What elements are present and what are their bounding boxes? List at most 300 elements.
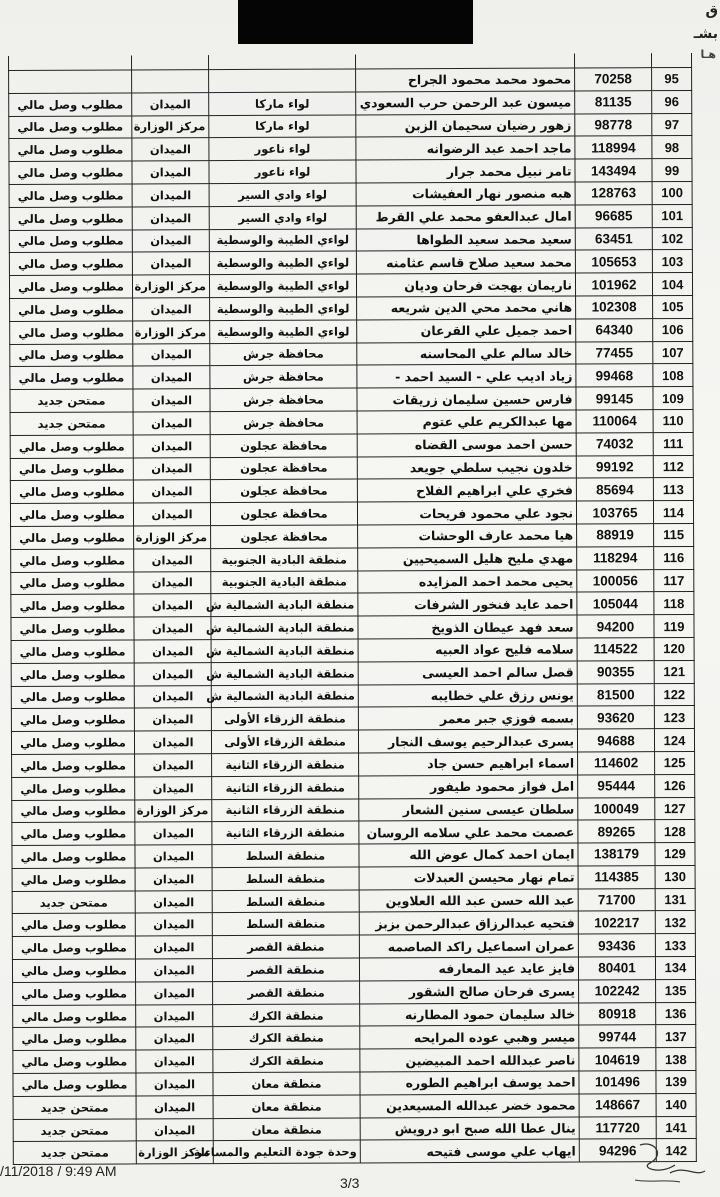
cell-loc: مركز الوزارة: [133, 320, 210, 343]
cell-loc: الميدان: [136, 1073, 213, 1096]
cell-status: مطلوب وصل مالي: [11, 685, 134, 708]
cell-loc: الميدان: [135, 936, 212, 959]
cell-status: مطلوب وصل مالي: [13, 1050, 136, 1073]
cell-id: 100049: [578, 797, 655, 820]
cell-status: مطلوب وصل مالي: [11, 526, 134, 549]
cell-no: 138: [656, 1048, 696, 1071]
table-row: [9, 250, 692, 276]
cell-id: 70258: [575, 68, 652, 91]
cell-status: مطلوب وصل مالي: [9, 138, 132, 161]
cell-loc: الميدان: [136, 1050, 213, 1073]
table-row: [10, 295, 693, 321]
cell-dir: منطقة البادية الشمالية ش: [211, 593, 358, 616]
cell-id: 88919: [577, 524, 654, 547]
cell-dir: لواءي الطيبة والوسطية: [210, 320, 357, 343]
cell-dir: منطقة معان: [213, 1095, 360, 1118]
cell-name: قصل سالم احمد العيسى: [358, 661, 577, 685]
cell-name: خلدون نجيب سلطي جويعد: [357, 456, 576, 480]
cell-id: 102217: [578, 911, 655, 934]
cell-dir: منطقة السلط: [212, 844, 359, 867]
cell-dir: لواء ناعور: [209, 137, 356, 160]
cell-name: ايمان احمد كمال عوض الله: [359, 843, 578, 867]
cell-name: زياد اديب علي - السيد احمد -: [357, 364, 576, 388]
cell-dir: منطقة القصر: [212, 958, 359, 981]
cell-status: مطلوب وصل مالي: [12, 959, 135, 982]
table-row: [10, 409, 693, 435]
cell-id: 101962: [575, 273, 652, 296]
cell-dir: منطقة الكرك: [213, 1049, 360, 1072]
top-fragment: بشـ: [693, 26, 718, 42]
table-row: [12, 957, 695, 983]
cell-status: مطلوب وصل مالي: [9, 93, 132, 116]
cell-loc: الميدان: [134, 548, 211, 571]
table-row: [13, 1071, 696, 1097]
cell-no: 106: [653, 318, 693, 341]
cell-status: ممتحن جديد: [12, 891, 135, 914]
cell-status: مطلوب وصل مالي: [11, 594, 134, 617]
cell-name: ميسون عبد الرحمن حرب السعودي: [356, 91, 575, 115]
cell-status: مطلوب وصل مالي: [13, 982, 136, 1005]
cell-loc: الميدان: [134, 594, 211, 617]
cell-status: مطلوب وصل مالي: [13, 1005, 136, 1028]
page-number: 3/3: [340, 1175, 360, 1191]
table-row: [12, 751, 695, 777]
cell-status: ممتحن جديد: [13, 1119, 136, 1142]
cell-name: هاني محمد محي الدين شريعه: [357, 296, 576, 320]
cell-id: 100056: [577, 569, 654, 592]
cell-status: مطلوب وصل مالي: [10, 435, 133, 458]
cell-name: تمام نهار محيسن العبدلات: [359, 866, 578, 890]
cell-no: 99: [652, 159, 692, 182]
cell-no: 135: [656, 979, 696, 1002]
cell-id: 118994: [575, 136, 652, 159]
cell-id: 85694: [576, 478, 653, 501]
cell-name: ينال عطا الله صبح ابو درويش: [360, 1117, 579, 1141]
cell-no: 140: [656, 1093, 696, 1116]
cell-id: 63451: [575, 227, 652, 250]
cell-status: مطلوب وصل مالي: [12, 868, 135, 891]
cell-status: مطلوب وصل مالي: [9, 252, 132, 275]
cell-name: فخري علي ابراهيم الفلاح: [357, 478, 576, 502]
cell-no: 119: [654, 615, 694, 638]
cell-dir: محافظة جرش: [210, 411, 357, 434]
cell-loc: الميدان: [133, 480, 210, 503]
cell-dir: منطقة القصر: [212, 935, 359, 958]
cell-loc: الميدان: [135, 776, 212, 799]
cell-no: 122: [654, 683, 694, 706]
cell-name: احمد عايد فنخور الشرفات: [358, 592, 577, 616]
cell-dir: لواءي الطيبة والوسطية: [210, 297, 357, 320]
cell-loc: الميدان: [136, 981, 213, 1004]
cell-status: مطلوب وصل مالي: [11, 663, 134, 686]
cell-name: عمران اسماعيل راكد الصاصمه: [359, 934, 578, 958]
table-row: [9, 273, 692, 299]
cell-status: مطلوب وصل مالي: [11, 731, 134, 754]
cell-loc: الميدان: [135, 822, 212, 845]
cell-dir: محافظة عجلون: [210, 502, 357, 525]
cell-status: مطلوب وصل مالي: [12, 754, 135, 777]
header-cell: [132, 55, 209, 70]
table-row: [10, 341, 693, 367]
cell-no: 124: [654, 729, 694, 752]
cell-no: 130: [655, 865, 695, 888]
cell-id: 81500: [577, 683, 654, 706]
cell-loc: الميدان: [134, 708, 211, 731]
cell-loc: الميدان: [132, 184, 209, 207]
table-row: [9, 159, 692, 185]
cell-id: 103765: [576, 501, 653, 524]
cell-status: مطلوب وصل مالي: [12, 936, 135, 959]
cell-status: ممتحن جديد: [13, 1096, 136, 1119]
table-row: [11, 546, 694, 572]
cell-status: مطلوب وصل مالي: [12, 799, 135, 822]
cell-name: اسماء ابراهيم حسن جاد: [359, 752, 578, 776]
table-row: [12, 774, 695, 800]
cell-dir: محافظة جرش: [210, 388, 357, 411]
table-row: [13, 1139, 696, 1165]
cell-name: يحيى محمد احمد المزايده: [358, 570, 577, 594]
table-row: [11, 592, 694, 618]
cell-no: 115: [654, 523, 694, 546]
cell-name: ناصر عبدالله احمد المبيضين: [360, 1048, 579, 1072]
cell-loc: الميدان: [133, 457, 210, 480]
cell-name: مها عبدالكريم علي عتوم: [357, 410, 576, 434]
cell-no: 102: [652, 227, 692, 250]
header-cell: [9, 55, 132, 70]
cell-loc: الميدان: [133, 412, 210, 435]
cell-id: 98778: [575, 113, 652, 136]
cell-name: يسرى فرحان صالح الشقور: [360, 980, 579, 1004]
cell-id: 99145: [576, 387, 653, 410]
cell-no: 100: [652, 181, 692, 204]
table-row: [10, 501, 693, 527]
cell-status: مطلوب وصل مالي: [9, 116, 132, 139]
handwritten-mark: [630, 1135, 710, 1185]
cell-loc: الميدان: [135, 845, 212, 868]
cell-loc: الميدان: [133, 343, 210, 366]
cell-dir: منطقة السلط: [212, 890, 359, 913]
table-row: [9, 181, 692, 207]
cell-name: ميسر وهبي عوده المرايحه: [360, 1025, 579, 1049]
cell-id: 105653: [575, 250, 652, 273]
table-row: [12, 843, 695, 869]
cell-id: 71700: [578, 888, 655, 911]
cell-no: 96: [652, 90, 692, 113]
cell-name: يونس رزق علي خطايبه: [358, 684, 577, 708]
table-row: [11, 706, 694, 732]
cell-id: 114602: [578, 752, 655, 775]
cell-status: ممتحن جديد: [13, 1141, 136, 1164]
cell-no: 131: [655, 888, 695, 911]
cell-no: 107: [653, 341, 693, 364]
cell-loc: [132, 70, 209, 93]
cell-id: 128763: [575, 182, 652, 205]
cell-status: ممتحن جديد: [10, 389, 133, 412]
cell-name: امل فواز محمود طيفور: [359, 775, 578, 799]
cell-status: مطلوب وصل مالي: [11, 571, 134, 594]
cell-dir: منطقة الكرك: [213, 1004, 360, 1027]
cell-dir: منطقة البادية الشمالية ش: [211, 639, 358, 662]
top-fragment: هـا: [700, 48, 716, 61]
table-row: [10, 432, 693, 458]
cell-dir: لواءي الطيبة والوسطية: [209, 229, 356, 252]
cell-id: 64340: [576, 318, 653, 341]
cell-name: سعيد محمد سعيد الطواها: [356, 228, 575, 252]
cell-no: 134: [655, 957, 695, 980]
cell-loc: الميدان: [133, 298, 210, 321]
cell-name: ايهاب علي موسى فتيحه: [360, 1139, 579, 1163]
cell-dir: منطقة الزرقاء الثانية: [212, 821, 359, 844]
cell-no: 123: [654, 706, 694, 729]
table-row: [13, 1048, 696, 1074]
cell-loc: الميدان: [132, 229, 209, 252]
cell-name: هبه منصور نهار العفيشات: [356, 182, 575, 206]
cell-no: 113: [653, 478, 693, 501]
cell-loc: الميدان: [133, 434, 210, 457]
table-row: [9, 113, 692, 139]
cell-name: محمود محمد محمود الجراح: [356, 68, 575, 92]
cell-loc: الميدان: [135, 867, 212, 890]
cell-status: مطلوب وصل مالي: [10, 366, 133, 389]
cell-name: سعد فهد عيطان الذويخ: [358, 615, 577, 639]
cell-no: 95: [652, 68, 692, 91]
cell-status: مطلوب وصل مالي: [9, 230, 132, 253]
cell-dir: منطقة البادية الجنوبية: [211, 570, 358, 593]
cell-dir: منطقة الزرقاء الثانية: [212, 753, 359, 776]
cell-id: 94296: [579, 1139, 656, 1162]
table-row: [13, 1116, 696, 1142]
cell-status: مطلوب وصل مالي: [11, 708, 134, 731]
cell-dir: منطقة البادية الشمالية ش: [211, 616, 358, 639]
cell-no: 127: [655, 797, 695, 820]
results-table-wrap: [8, 53, 697, 1161]
table-row: [13, 1025, 696, 1051]
cell-name: خالد سليمان حمود المطارنه: [360, 1003, 579, 1027]
cell-status: [9, 70, 132, 93]
cell-no: 105: [653, 295, 693, 318]
table-row: [11, 637, 694, 663]
cell-name: هيا محمد عارف الوحشات: [358, 524, 577, 548]
cell-name: يسرى عبدالرحيم يوسف النجار: [358, 729, 577, 753]
cell-dir: منطقة الزرقاء الثانية: [212, 798, 359, 821]
cell-dir: منطقة السلط: [212, 912, 359, 935]
cell-loc: مركز الوزارة: [132, 275, 209, 298]
cell-loc: الميدان: [133, 366, 210, 389]
cell-name: احمد يوسف ابراهيم الطوره: [360, 1071, 579, 1095]
cell-name: سلطان عيسى سنين الشعار: [359, 798, 578, 822]
cell-dir: منطقة الزرقاء الأولى: [211, 707, 358, 730]
redaction-block: [238, 0, 473, 44]
cell-no: 121: [654, 660, 694, 683]
table-row: [12, 888, 695, 914]
cell-no: 128: [655, 820, 695, 843]
cell-id: 94200: [577, 615, 654, 638]
cell-loc: الميدان: [136, 1004, 213, 1027]
cell-dir: منطقة البادية الجنوبية: [211, 548, 358, 571]
table-row: [9, 204, 692, 230]
results-table: [8, 53, 697, 1165]
cell-id: 80401: [578, 957, 655, 980]
cell-status: مطلوب وصل مالي: [9, 275, 132, 298]
header-cell: [209, 54, 356, 69]
cell-loc: الميدان: [134, 617, 211, 640]
table-row: [10, 478, 693, 504]
cell-name: عبد الله حسن عبد الله العلاوين: [359, 889, 578, 913]
cell-name: امال عبدالعفو محمد علي القرط: [356, 205, 575, 229]
cell-loc: الميدان: [134, 640, 211, 663]
cell-name: حسن احمد موسى القضاه: [357, 433, 576, 457]
cell-id: 89265: [578, 820, 655, 843]
cell-name: ناريمان بهجت فرحان وديان: [356, 273, 575, 297]
cell-name: فتحيه عبدالرزاق عبدالرحمن بزبز: [359, 911, 578, 935]
cell-loc: الميدان: [136, 1118, 213, 1141]
cell-id: 102308: [576, 296, 653, 319]
cell-no: 104: [652, 273, 692, 296]
cell-dir: محافظة عجلون: [210, 457, 357, 480]
cell-id: 96685: [575, 204, 652, 227]
cell-no: 141: [656, 1116, 696, 1139]
cell-id: 95444: [578, 774, 655, 797]
cell-status: مطلوب وصل مالي: [9, 184, 132, 207]
cell-id: 101496: [579, 1071, 656, 1094]
cell-id: 114522: [577, 638, 654, 661]
cell-name: سلامه فليح عواد العبيه: [358, 638, 577, 662]
print-timestamp: /11/2018 / 9:49 AM: [0, 1163, 117, 1179]
cell-no: 126: [655, 774, 695, 797]
header-cell: [652, 53, 692, 68]
cell-dir: منطقة السلط: [212, 867, 359, 890]
cell-no: 103: [652, 250, 692, 273]
cell-loc: الميدان: [132, 161, 209, 184]
cell-name: نجود علي محمود فريحات: [357, 501, 576, 525]
cell-status: مطلوب وصل مالي: [10, 344, 133, 367]
cell-name: احمد جميل علي القرعان: [357, 319, 576, 343]
cell-no: 112: [653, 455, 693, 478]
header-cell: [575, 53, 652, 68]
cell-dir: لواء ماركا: [209, 92, 356, 115]
cell-id: 74032: [576, 432, 653, 455]
cell-name: عصمت محمد علي سلامه الروسان: [359, 820, 578, 844]
cell-no: 111: [653, 432, 693, 455]
cell-no: 117: [654, 569, 694, 592]
cell-status: مطلوب وصل مالي: [9, 207, 132, 230]
table-row: [10, 318, 693, 344]
cell-loc: الميدان: [136, 1027, 213, 1050]
table-row: [9, 90, 692, 116]
cell-no: 118: [654, 592, 694, 615]
cell-no: 114: [653, 501, 693, 524]
table-row: [10, 455, 693, 481]
table-row: [11, 615, 694, 641]
cell-status: مطلوب وصل مالي: [10, 457, 133, 480]
cell-status: مطلوب وصل مالي: [11, 549, 134, 572]
cell-no: 129: [655, 843, 695, 866]
cell-id: 118294: [577, 546, 654, 569]
cell-no: 136: [656, 1002, 696, 1025]
cell-dir: محافظة عجلون: [210, 434, 357, 457]
cell-status: مطلوب وصل مالي: [9, 161, 132, 184]
cell-dir: [209, 69, 356, 92]
cell-name: فارس حسين سليمان زريقات: [357, 387, 576, 411]
cell-id: 104619: [579, 1048, 656, 1071]
cell-dir: لواء ناعور: [209, 160, 356, 183]
cell-dir: منطقة الزرقاء الثانية: [212, 776, 359, 799]
cell-loc: الميدان: [132, 206, 209, 229]
table-row: [12, 911, 695, 937]
table-row: [11, 660, 694, 686]
cell-name: محمود خضر عبدالله المسيعدين: [360, 1094, 579, 1118]
table-row: [10, 387, 693, 413]
cell-no: 97: [652, 113, 692, 136]
cell-id: 93620: [577, 706, 654, 729]
cell-status: مطلوب وصل مالي: [13, 1073, 136, 1096]
cell-no: 109: [653, 387, 693, 410]
table-row: [12, 797, 695, 823]
cell-status: مطلوب وصل مالي: [12, 913, 135, 936]
cell-dir: منطقة القصر: [213, 981, 360, 1004]
cell-dir: منطقة معان: [213, 1072, 360, 1095]
cell-id: 114385: [578, 866, 655, 889]
cell-dir: منطقة الزرقاء الأولى: [211, 730, 358, 753]
cell-loc: مركز الوزارة: [135, 799, 212, 822]
cell-dir: لواء وادي السير: [209, 183, 356, 206]
cell-id: 99468: [576, 364, 653, 387]
cell-no: 120: [654, 637, 694, 660]
table-row: [13, 979, 696, 1005]
cell-no: 132: [655, 911, 695, 934]
cell-status: مطلوب وصل مالي: [12, 777, 135, 800]
table-row: [11, 729, 694, 755]
cell-id: 143494: [575, 159, 652, 182]
cell-dir: منطقة البادية الشمالية ش: [211, 662, 358, 685]
cell-dir: لواء وادي السير: [209, 206, 356, 229]
cell-loc: الميدان: [132, 92, 209, 115]
cell-loc: الميدان: [132, 252, 209, 275]
cell-name: خالد سالم علي المحاسنه: [357, 342, 576, 366]
cell-status: مطلوب وصل مالي: [10, 480, 133, 503]
cell-loc: الميدان: [135, 890, 212, 913]
cell-no: 110: [653, 409, 693, 432]
cell-id: 138179: [578, 843, 655, 866]
cell-loc: الميدان: [134, 662, 211, 685]
cell-loc: الميدان: [132, 138, 209, 161]
table-row: [12, 820, 695, 846]
table-row: [10, 364, 693, 390]
cell-id: 81135: [575, 90, 652, 113]
cell-id: 93436: [578, 934, 655, 957]
cell-name: تامر نبيل محمد جرار: [356, 159, 575, 183]
cell-status: مطلوب وصل مالي: [10, 503, 133, 526]
cell-dir: وحدة جودة التعليم والمساءلة: [213, 1140, 360, 1163]
cell-dir: محافظة جرش: [210, 343, 357, 366]
cell-status: مطلوب وصل مالي: [13, 1027, 136, 1050]
top-fragment: ق: [705, 3, 718, 19]
cell-no: 125: [655, 751, 695, 774]
cell-status: مطلوب وصل مالي: [11, 640, 134, 663]
cell-status: مطلوب وصل مالي: [12, 822, 135, 845]
cell-name: محمد سعيد صلاح قاسم عثامنه: [356, 250, 575, 274]
cell-no: 139: [656, 1071, 696, 1094]
cell-id: 117720: [579, 1116, 656, 1139]
cell-loc: الميدان: [134, 685, 211, 708]
cell-status: مطلوب وصل مالي: [10, 298, 133, 321]
cell-loc: مركز الوزارة: [134, 526, 211, 549]
cell-status: مطلوب وصل مالي: [11, 617, 134, 640]
cell-id: 99744: [579, 1025, 656, 1048]
cell-loc: الميدان: [134, 571, 211, 594]
cell-no: 98: [652, 136, 692, 159]
cell-loc: الميدان: [135, 913, 212, 936]
